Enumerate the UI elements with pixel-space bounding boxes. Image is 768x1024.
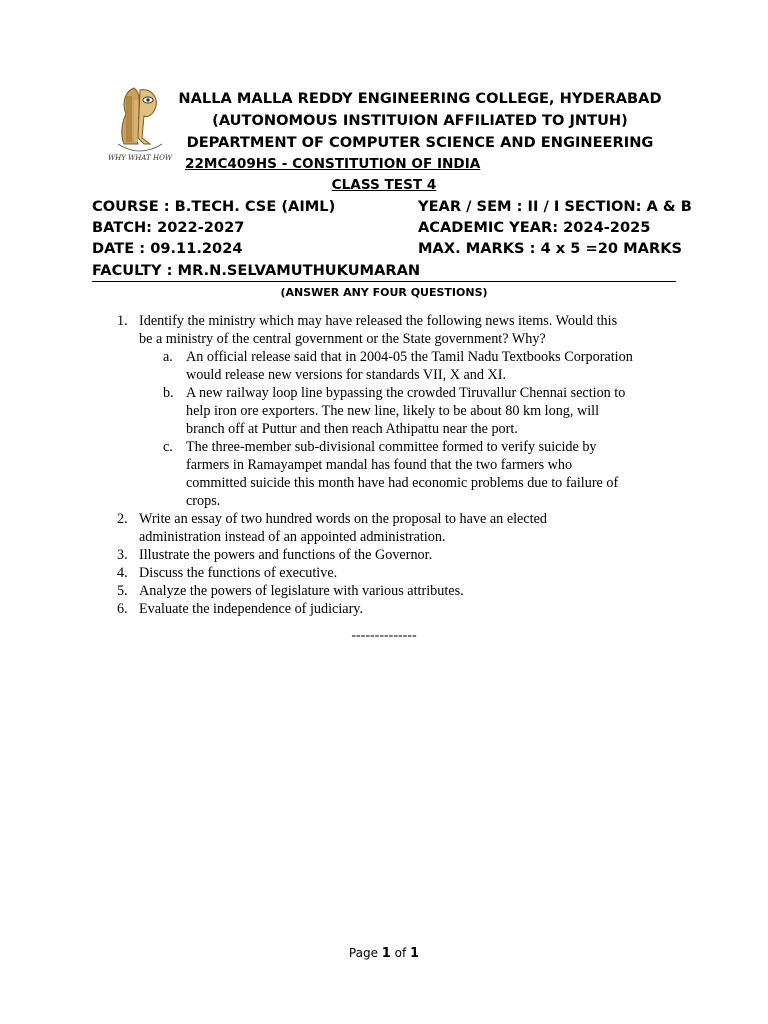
sub-question-label: a. (163, 349, 173, 365)
of-word: of (390, 946, 411, 960)
page-total: 1 (410, 946, 420, 961)
logo-motto: WHY WHAT HOW (107, 154, 173, 162)
sub-question-line: would release new versions for standards VII, X and XI. (186, 367, 507, 383)
page-footer (0, 946, 768, 961)
page-word: Page (348, 946, 382, 960)
course-info: COURSE : B.TECH. CSE (AIML) (92, 198, 336, 215)
question-number: 3. (117, 547, 128, 563)
sub-question-line: branch off at Puttur and then reach Athipattu near the port. (186, 421, 518, 437)
sub-question-line: A new railway loop line bypassing the crowded Tiruvallur Chennai section to (186, 385, 626, 401)
sub-question-line: farmers in Ramayampet mandal has found that the two farmers who (186, 457, 573, 473)
test-title: CLASS TEST 4 (331, 177, 437, 193)
question-number: 5. (117, 583, 128, 599)
sub-question-label: b. (163, 385, 174, 401)
year-sem-info: YEAR / SEM : II / I SECTION: A & B (418, 198, 692, 215)
sub-question-label: c. (163, 439, 173, 455)
batch-info: BATCH: 2022-2027 (92, 219, 245, 236)
question-number: 4. (117, 565, 128, 581)
sub-question-line: An official release said that in 2004-05 the Tamil Nadu Textbooks Corporation (186, 349, 633, 365)
date-info: DATE : 09.11.2024 (92, 240, 243, 257)
subject-title: 22MC409HS - CONSTITUTION OF INDIA (185, 156, 481, 172)
header-divider (92, 281, 676, 282)
question-number: 6. (117, 601, 128, 617)
question-text-line: Analyze the powers of legislature with various attributes. (139, 583, 464, 599)
question-text-line: Discuss the functions of executive. (139, 565, 338, 581)
question-text-line: be a ministry of the central government or the State government? Why? (139, 331, 546, 347)
sub-question-line: committed suicide this month have had economic problems due to failure of (186, 475, 619, 491)
question-number: 1. (117, 313, 128, 329)
question-text-line: Write an essay of two hundred words on the proposal to have an elected (139, 511, 547, 527)
autonomy-line: (AUTONOMOUS INSTITUION AFFILIATED TO JNTUH) (212, 112, 628, 129)
sub-question-line: crops. (186, 493, 221, 509)
page-number: 1 (381, 946, 391, 961)
question-text-line: Identify the ministry which may have released the following news items. Would this (139, 313, 618, 329)
college-name: NALLA MALLA REDDY ENGINEERING COLLEGE, HYDERABAD (178, 90, 662, 107)
question-number: 2. (117, 511, 128, 527)
sub-question-line: help iron ore exporters. The new line, likely to be about 80 km long, will (186, 403, 600, 419)
sub-question-line: The three-member sub-divisional committee formed to verify suicide by (186, 439, 597, 455)
academic-year-info: ACADEMIC YEAR: 2024-2025 (418, 219, 651, 236)
question-text-line: administration instead of an appointed administration. (139, 529, 446, 545)
faculty-info: FACULTY : MR.N.SELVAMUTHUKUMARAN (92, 262, 421, 279)
instruction: (ANSWER ANY FOUR QUESTIONS) (280, 286, 488, 299)
question-text-line: Evaluate the independence of judiciary. (139, 601, 364, 617)
department-name: DEPARTMENT OF COMPUTER SCIENCE AND ENGINEERING (186, 134, 654, 151)
max-marks-info: MAX. MARKS : 4 x 5 =20 MARKS (418, 240, 683, 257)
end-marker: -------------- (351, 628, 417, 643)
question-text-line: Illustrate the powers and functions of the Governor. (139, 547, 433, 563)
